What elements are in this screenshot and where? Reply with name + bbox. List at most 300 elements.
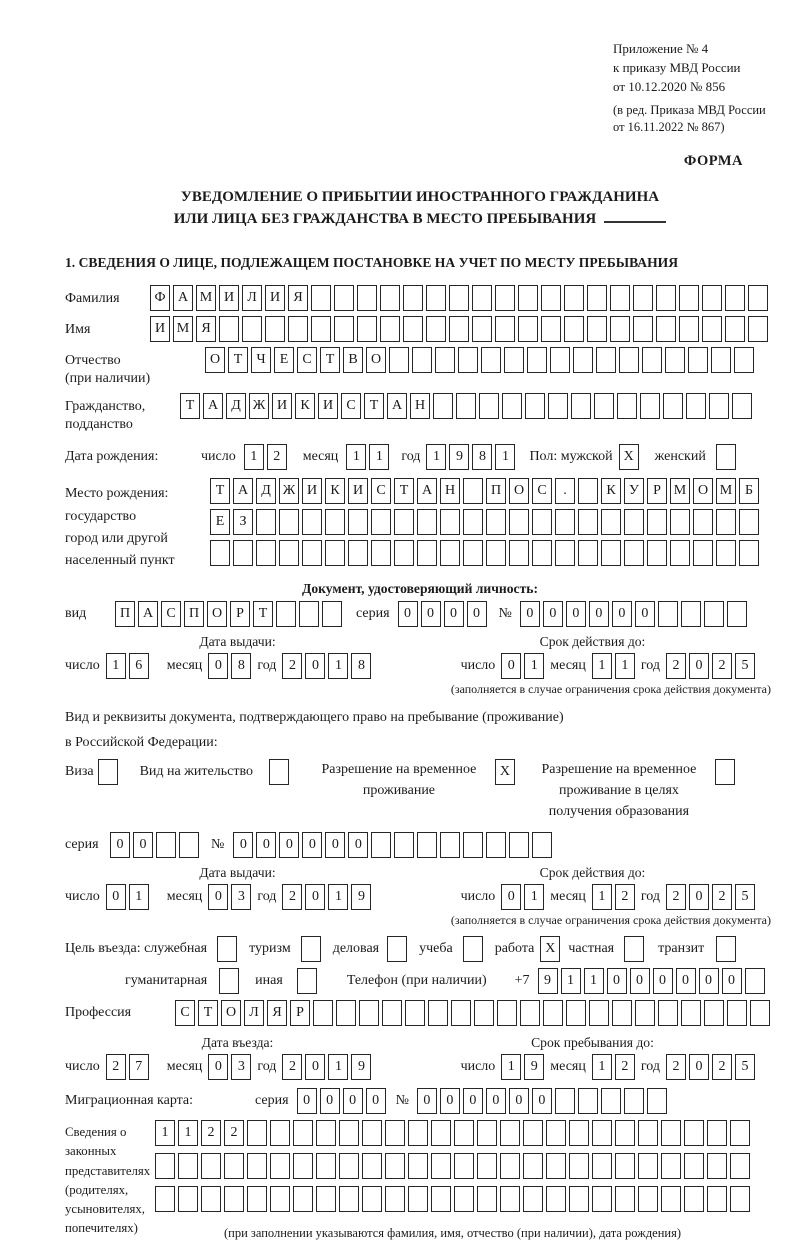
form-cell[interactable]: [311, 316, 331, 342]
form-cell[interactable]: М: [716, 478, 736, 504]
form-cell[interactable]: [481, 347, 501, 373]
form-cell[interactable]: [299, 601, 319, 627]
form-cell[interactable]: С: [175, 1000, 195, 1026]
form-cell[interactable]: [624, 509, 644, 535]
form-cell[interactable]: [509, 509, 529, 535]
form-cell[interactable]: Р: [290, 1000, 310, 1026]
form-cell[interactable]: М: [670, 478, 690, 504]
form-cell[interactable]: 2: [615, 1054, 635, 1080]
migration-number-input[interactable]: [417, 1088, 667, 1114]
form-cell[interactable]: 1: [244, 444, 264, 470]
form-cell[interactable]: [431, 1120, 451, 1146]
form-cell[interactable]: 2: [201, 1120, 221, 1146]
form-cell[interactable]: [256, 540, 276, 566]
form-cell[interactable]: 0: [630, 968, 650, 994]
form-cell[interactable]: С: [297, 347, 317, 373]
birthplace-input-row1[interactable]: [210, 478, 759, 504]
form-cell[interactable]: А: [138, 601, 158, 627]
form-cell[interactable]: О: [205, 347, 225, 373]
form-cell[interactable]: 2: [282, 1054, 302, 1080]
form-cell[interactable]: 1: [328, 653, 348, 679]
form-cell[interactable]: [387, 936, 407, 962]
form-cell[interactable]: [449, 285, 469, 311]
form-cell[interactable]: 0: [676, 968, 696, 994]
form-cell[interactable]: Е: [210, 509, 230, 535]
form-cell[interactable]: [201, 1153, 221, 1179]
form-cell[interactable]: [504, 347, 524, 373]
entry-month-input[interactable]: [208, 1054, 251, 1080]
form-cell[interactable]: [449, 316, 469, 342]
form-cell[interactable]: [647, 1088, 667, 1114]
form-cell[interactable]: Ч: [251, 347, 271, 373]
permit-issued-month-input[interactable]: [208, 884, 251, 910]
form-cell[interactable]: [520, 1000, 540, 1026]
form-cell[interactable]: [592, 1153, 612, 1179]
form-cell[interactable]: 1: [615, 653, 635, 679]
form-cell[interactable]: [500, 1120, 520, 1146]
form-cell[interactable]: 7: [129, 1054, 149, 1080]
form-cell[interactable]: К: [295, 393, 315, 419]
form-cell[interactable]: 0: [635, 601, 655, 627]
form-cell[interactable]: [523, 1120, 543, 1146]
purpose-official-checkbox[interactable]: [217, 936, 237, 962]
form-cell[interactable]: 0: [110, 832, 130, 858]
form-cell[interactable]: А: [173, 285, 193, 311]
form-cell[interactable]: [727, 601, 747, 627]
form-cell[interactable]: 0: [297, 1088, 317, 1114]
form-cell[interactable]: [463, 509, 483, 535]
form-cell[interactable]: [715, 759, 735, 785]
purpose-tourism-checkbox[interactable]: [301, 936, 321, 962]
form-cell[interactable]: [527, 347, 547, 373]
stay-year-input[interactable]: [666, 1054, 755, 1080]
form-cell[interactable]: [463, 540, 483, 566]
form-cell[interactable]: [638, 1153, 658, 1179]
form-cell[interactable]: [270, 1186, 290, 1212]
form-cell[interactable]: [702, 285, 722, 311]
form-cell[interactable]: [405, 1000, 425, 1026]
form-cell[interactable]: [716, 509, 736, 535]
form-cell[interactable]: [704, 1000, 724, 1026]
form-cell[interactable]: З: [233, 509, 253, 535]
form-cell[interactable]: [548, 393, 568, 419]
form-cell[interactable]: 1: [592, 653, 612, 679]
form-cell[interactable]: [276, 601, 296, 627]
form-cell[interactable]: 0: [106, 884, 126, 910]
form-cell[interactable]: [739, 540, 759, 566]
form-cell[interactable]: [601, 540, 621, 566]
form-cell[interactable]: [518, 316, 538, 342]
form-cell[interactable]: [642, 347, 662, 373]
form-cell[interactable]: [707, 1120, 727, 1146]
form-cell[interactable]: Л: [244, 1000, 264, 1026]
form-cell[interactable]: С: [532, 478, 552, 504]
sex-male-checkbox[interactable]: [619, 444, 639, 470]
form-cell[interactable]: К: [601, 478, 621, 504]
form-cell[interactable]: [500, 1186, 520, 1212]
form-cell[interactable]: [394, 540, 414, 566]
form-cell[interactable]: И: [265, 285, 285, 311]
phone-input[interactable]: [538, 968, 765, 994]
form-cell[interactable]: [566, 1000, 586, 1026]
form-cell[interactable]: 0: [509, 1088, 529, 1114]
purpose-work-checkbox[interactable]: [540, 936, 560, 962]
surname-input[interactable]: [150, 285, 768, 311]
form-cell[interactable]: [543, 1000, 563, 1026]
form-cell[interactable]: [569, 1120, 589, 1146]
form-cell[interactable]: [615, 1153, 635, 1179]
form-cell[interactable]: [619, 347, 639, 373]
form-cell[interactable]: [479, 393, 499, 419]
form-cell[interactable]: П: [184, 601, 204, 627]
form-cell[interactable]: [681, 601, 701, 627]
form-cell[interactable]: 1: [524, 884, 544, 910]
id-valid-day-input[interactable]: [501, 653, 544, 679]
form-cell[interactable]: [313, 1000, 333, 1026]
form-cell[interactable]: [624, 936, 644, 962]
form-cell[interactable]: [716, 540, 736, 566]
form-cell[interactable]: [178, 1186, 198, 1212]
form-cell[interactable]: [656, 285, 676, 311]
form-cell[interactable]: [693, 540, 713, 566]
form-cell[interactable]: [730, 1153, 750, 1179]
form-cell[interactable]: [502, 393, 522, 419]
form-cell[interactable]: [357, 316, 377, 342]
form-cell[interactable]: [686, 393, 706, 419]
form-cell[interactable]: 0: [689, 1054, 709, 1080]
form-cell[interactable]: [454, 1153, 474, 1179]
form-cell[interactable]: [638, 1120, 658, 1146]
form-cell[interactable]: [408, 1186, 428, 1212]
id-doc-number-input[interactable]: [520, 601, 747, 627]
id-issued-month-input[interactable]: [208, 653, 251, 679]
form-cell[interactable]: [615, 1120, 635, 1146]
form-cell[interactable]: [325, 509, 345, 535]
form-cell[interactable]: [704, 601, 724, 627]
form-cell[interactable]: [385, 1153, 405, 1179]
form-cell[interactable]: [684, 1186, 704, 1212]
form-cell[interactable]: Н: [440, 478, 460, 504]
form-cell[interactable]: [233, 540, 253, 566]
form-cell[interactable]: [428, 1000, 448, 1026]
id-issued-year-input[interactable]: [282, 653, 371, 679]
form-cell[interactable]: 5: [735, 1054, 755, 1080]
form-cell[interactable]: [269, 759, 289, 785]
name-input[interactable]: [150, 316, 768, 342]
form-cell[interactable]: [98, 759, 118, 785]
migration-series-input[interactable]: [297, 1088, 386, 1114]
form-cell[interactable]: [670, 509, 690, 535]
form-cell[interactable]: [497, 1000, 517, 1026]
form-cell[interactable]: [293, 1120, 313, 1146]
form-cell[interactable]: Д: [226, 393, 246, 419]
form-cell[interactable]: 0: [133, 832, 153, 858]
form-cell[interactable]: [242, 316, 262, 342]
form-cell[interactable]: [555, 509, 575, 535]
form-cell[interactable]: 9: [449, 444, 469, 470]
form-cell[interactable]: Т: [180, 393, 200, 419]
form-cell[interactable]: [155, 1186, 175, 1212]
form-cell[interactable]: [477, 1120, 497, 1146]
form-cell[interactable]: [546, 1120, 566, 1146]
form-cell[interactable]: [403, 285, 423, 311]
form-cell[interactable]: А: [417, 478, 437, 504]
form-cell[interactable]: 0: [343, 1088, 363, 1114]
form-cell[interactable]: [403, 316, 423, 342]
representatives-input-row1[interactable]: [155, 1120, 750, 1146]
form-cell[interactable]: К: [325, 478, 345, 504]
form-cell[interactable]: 2: [666, 884, 686, 910]
sex-female-checkbox[interactable]: [716, 444, 736, 470]
permit-issued-day-input[interactable]: [106, 884, 149, 910]
form-cell[interactable]: [573, 347, 593, 373]
form-cell[interactable]: [279, 540, 299, 566]
form-cell[interactable]: 1: [129, 884, 149, 910]
form-cell[interactable]: Т: [198, 1000, 218, 1026]
form-cell[interactable]: [224, 1153, 244, 1179]
temp-permit-checkbox[interactable]: [495, 759, 515, 785]
form-cell[interactable]: [302, 540, 322, 566]
form-cell[interactable]: 0: [589, 601, 609, 627]
form-cell[interactable]: [357, 285, 377, 311]
form-cell[interactable]: 8: [231, 653, 251, 679]
form-cell[interactable]: [658, 601, 678, 627]
form-cell[interactable]: [339, 1186, 359, 1212]
form-cell[interactable]: [336, 1000, 356, 1026]
form-cell[interactable]: 1: [524, 653, 544, 679]
form-cell[interactable]: Т: [228, 347, 248, 373]
form-cell[interactable]: Е: [274, 347, 294, 373]
form-cell[interactable]: 0: [440, 1088, 460, 1114]
form-cell[interactable]: [610, 316, 630, 342]
form-cell[interactable]: И: [318, 393, 338, 419]
form-cell[interactable]: [179, 832, 199, 858]
form-cell[interactable]: [578, 509, 598, 535]
form-cell[interactable]: [661, 1153, 681, 1179]
form-cell[interactable]: [571, 393, 591, 419]
form-cell[interactable]: [472, 285, 492, 311]
form-cell[interactable]: 0: [501, 884, 521, 910]
form-cell[interactable]: [435, 347, 455, 373]
form-cell[interactable]: 0: [398, 601, 418, 627]
form-cell[interactable]: [440, 832, 460, 858]
form-cell[interactable]: 3: [231, 1054, 251, 1080]
form-cell[interactable]: [440, 540, 460, 566]
form-cell[interactable]: [748, 285, 768, 311]
form-cell[interactable]: П: [486, 478, 506, 504]
form-cell[interactable]: [440, 509, 460, 535]
purpose-business-checkbox[interactable]: [387, 936, 407, 962]
form-cell[interactable]: [709, 393, 729, 419]
form-cell[interactable]: [745, 968, 765, 994]
form-cell[interactable]: [486, 509, 506, 535]
form-cell[interactable]: [635, 1000, 655, 1026]
form-cell[interactable]: Ф: [150, 285, 170, 311]
form-cell[interactable]: [730, 1186, 750, 1212]
form-cell[interactable]: [302, 509, 322, 535]
form-cell[interactable]: [569, 1153, 589, 1179]
form-cell[interactable]: Т: [394, 478, 414, 504]
form-cell[interactable]: [578, 478, 598, 504]
form-cell[interactable]: 0: [501, 653, 521, 679]
form-cell[interactable]: 0: [689, 884, 709, 910]
form-cell[interactable]: [550, 347, 570, 373]
form-cell[interactable]: [371, 509, 391, 535]
form-cell[interactable]: [523, 1186, 543, 1212]
form-cell[interactable]: [385, 1186, 405, 1212]
form-cell[interactable]: [555, 540, 575, 566]
form-cell[interactable]: 1: [155, 1120, 175, 1146]
form-cell[interactable]: 5: [735, 653, 755, 679]
form-cell[interactable]: [389, 347, 409, 373]
form-cell[interactable]: Р: [647, 478, 667, 504]
form-cell[interactable]: [564, 316, 584, 342]
profession-input[interactable]: [175, 1000, 770, 1026]
form-cell[interactable]: [656, 316, 676, 342]
form-cell[interactable]: П: [115, 601, 135, 627]
form-cell[interactable]: [592, 1186, 612, 1212]
form-cell[interactable]: [247, 1153, 267, 1179]
form-cell[interactable]: 1: [501, 1054, 521, 1080]
form-cell[interactable]: [417, 509, 437, 535]
form-cell[interactable]: [748, 316, 768, 342]
form-cell[interactable]: [217, 936, 237, 962]
purpose-study-checkbox[interactable]: [463, 936, 483, 962]
form-cell[interactable]: [555, 1088, 575, 1114]
form-cell[interactable]: [316, 1186, 336, 1212]
form-cell[interactable]: 1: [426, 444, 446, 470]
form-cell[interactable]: О: [509, 478, 529, 504]
form-cell[interactable]: [380, 316, 400, 342]
form-cell[interactable]: [716, 936, 736, 962]
form-cell[interactable]: 0: [421, 601, 441, 627]
form-cell[interactable]: А: [387, 393, 407, 419]
form-cell[interactable]: Т: [320, 347, 340, 373]
visa-checkbox[interactable]: [98, 759, 118, 785]
form-cell[interactable]: Я: [267, 1000, 287, 1026]
form-cell[interactable]: [463, 832, 483, 858]
form-cell[interactable]: 0: [325, 832, 345, 858]
form-cell[interactable]: [456, 393, 476, 419]
form-cell[interactable]: 2: [712, 884, 732, 910]
form-cell[interactable]: 0: [467, 601, 487, 627]
form-cell[interactable]: 0: [543, 601, 563, 627]
form-cell[interactable]: 2: [666, 653, 686, 679]
form-cell[interactable]: [385, 1120, 405, 1146]
form-cell[interactable]: [532, 832, 552, 858]
form-cell[interactable]: [633, 285, 653, 311]
citizenship-input[interactable]: [180, 393, 752, 419]
form-cell[interactable]: [156, 832, 176, 858]
form-cell[interactable]: [210, 540, 230, 566]
form-cell[interactable]: .: [555, 478, 575, 504]
form-cell[interactable]: [661, 1120, 681, 1146]
form-cell[interactable]: [301, 936, 321, 962]
form-cell[interactable]: [624, 540, 644, 566]
form-cell[interactable]: [380, 285, 400, 311]
purpose-transit-checkbox[interactable]: [716, 936, 736, 962]
form-cell[interactable]: [688, 347, 708, 373]
form-cell[interactable]: 1: [328, 1054, 348, 1080]
form-cell[interactable]: [681, 1000, 701, 1026]
form-cell[interactable]: Т: [210, 478, 230, 504]
form-cell[interactable]: 0: [279, 832, 299, 858]
form-cell[interactable]: [594, 393, 614, 419]
form-cell[interactable]: [750, 1000, 770, 1026]
form-cell[interactable]: Ж: [249, 393, 269, 419]
representatives-input-row2[interactable]: [155, 1153, 750, 1179]
form-cell[interactable]: 2: [666, 1054, 686, 1080]
form-cell[interactable]: [647, 540, 667, 566]
form-cell[interactable]: [362, 1153, 382, 1179]
form-cell[interactable]: 3: [231, 884, 251, 910]
form-cell[interactable]: [541, 316, 561, 342]
form-cell[interactable]: [601, 509, 621, 535]
form-cell[interactable]: [587, 316, 607, 342]
form-cell[interactable]: 1: [495, 444, 515, 470]
form-cell[interactable]: [564, 285, 584, 311]
form-cell[interactable]: [463, 936, 483, 962]
form-cell[interactable]: [587, 285, 607, 311]
permit-valid-year-input[interactable]: [666, 884, 755, 910]
form-cell[interactable]: [495, 316, 515, 342]
form-cell[interactable]: [658, 1000, 678, 1026]
form-cell[interactable]: [500, 1153, 520, 1179]
form-cell[interactable]: [610, 285, 630, 311]
permit-valid-month-input[interactable]: [592, 884, 635, 910]
form-cell[interactable]: [279, 509, 299, 535]
form-cell[interactable]: 0: [233, 832, 253, 858]
form-cell[interactable]: 2: [224, 1120, 244, 1146]
form-cell[interactable]: 0: [208, 653, 228, 679]
form-cell[interactable]: О: [693, 478, 713, 504]
form-cell[interactable]: 0: [256, 832, 276, 858]
form-cell[interactable]: Л: [242, 285, 262, 311]
form-cell[interactable]: [359, 1000, 379, 1026]
form-cell[interactable]: [256, 509, 276, 535]
form-cell[interactable]: 2: [106, 1054, 126, 1080]
form-cell[interactable]: [617, 393, 637, 419]
form-cell[interactable]: 1: [346, 444, 366, 470]
form-cell[interactable]: М: [173, 316, 193, 342]
form-cell[interactable]: [624, 1088, 644, 1114]
form-cell[interactable]: [739, 509, 759, 535]
form-cell[interactable]: [707, 1186, 727, 1212]
form-cell[interactable]: 0: [348, 832, 368, 858]
form-cell[interactable]: [382, 1000, 402, 1026]
form-cell[interactable]: 0: [722, 968, 742, 994]
stay-day-input[interactable]: [501, 1054, 544, 1080]
form-cell[interactable]: [601, 1088, 621, 1114]
temp-edu-checkbox[interactable]: [715, 759, 735, 785]
form-cell[interactable]: 1: [592, 884, 612, 910]
birth-year-input[interactable]: [426, 444, 515, 470]
id-doc-series-input[interactable]: [398, 601, 487, 627]
form-cell[interactable]: В: [343, 347, 363, 373]
form-cell[interactable]: [730, 1120, 750, 1146]
form-cell[interactable]: 0: [520, 601, 540, 627]
form-cell[interactable]: [426, 285, 446, 311]
form-cell[interactable]: [454, 1186, 474, 1212]
form-cell[interactable]: [408, 1120, 428, 1146]
form-cell[interactable]: [532, 509, 552, 535]
form-cell[interactable]: [647, 509, 667, 535]
permit-valid-day-input[interactable]: [501, 884, 544, 910]
form-cell[interactable]: X: [540, 936, 560, 962]
birthplace-input-row2[interactable]: [210, 509, 759, 535]
form-cell[interactable]: [665, 347, 685, 373]
form-cell[interactable]: [727, 1000, 747, 1026]
